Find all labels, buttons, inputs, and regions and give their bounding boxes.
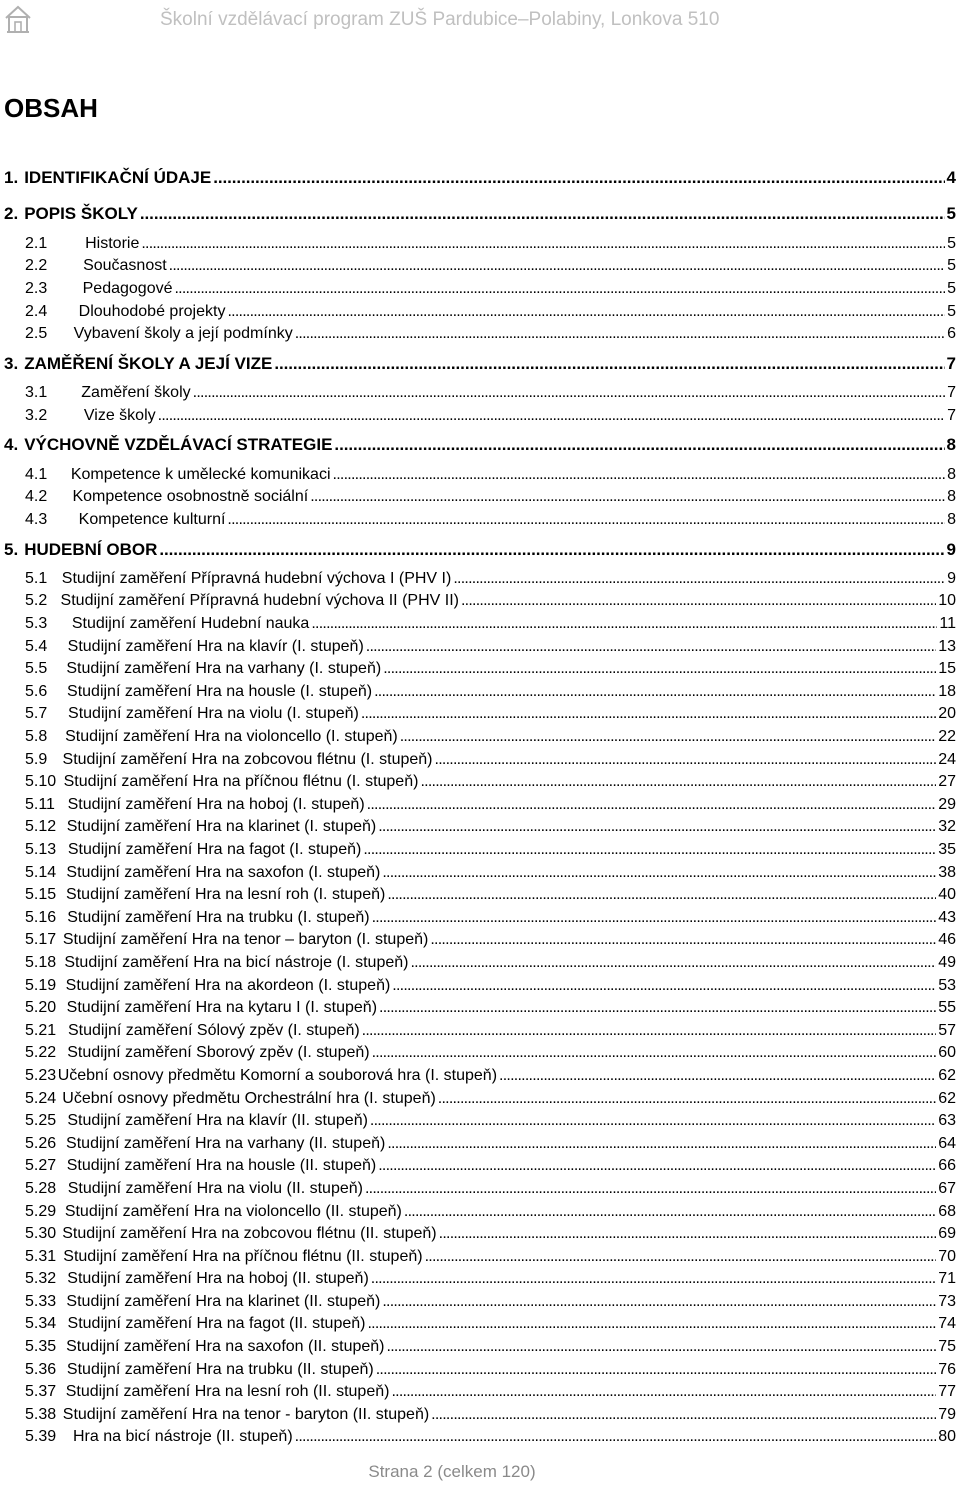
toc-entry-number: 5.26 [25, 1134, 57, 1152]
toc-entry-title: Studijní zaměření Sborový zpěv (I. stupeň) [67, 1044, 370, 1062]
toc-entry[interactable] [4, 1201, 956, 1224]
toc-entry-title: Pedagogové [82, 279, 173, 297]
toc-entry-title: Studijní zaměření Hra na violoncello (II. stupeň) [64, 1202, 402, 1220]
toc-entry-title: Studijní zaměření Hra na trubku (II. stupeň) [66, 1360, 374, 1378]
toc-entry-title: Studijní zaměření Hra na fagot (II. stupeň) [67, 1315, 366, 1333]
table-of-contents [4, 160, 956, 1449]
toc-entry-title: Kompetence k umělecké komunikaci [70, 465, 331, 483]
toc-dot-leader [159, 532, 944, 568]
toc-entry-number: 5.31 [25, 1247, 57, 1265]
toc-entry-page: 29 [938, 795, 956, 813]
toc-dot-leader [372, 907, 937, 930]
toc-entry-page: 74 [938, 1315, 956, 1333]
toc-entry-title: POPIS ŠKOLY [24, 204, 138, 224]
toc-entry[interactable] [4, 590, 956, 613]
toc-entry-number: 5.23 [25, 1066, 57, 1084]
toc-entry[interactable] [4, 1359, 956, 1382]
toc-entry-number: 3.2 [25, 406, 48, 424]
toc-entry[interactable] [4, 301, 956, 324]
toc-dot-leader [461, 590, 936, 613]
toc-entry-number: 5.27 [25, 1157, 57, 1175]
toc-entry-title: Studijní zaměření Hra na tenor – baryton (I. stupeň) [62, 931, 429, 949]
toc-dot-leader [387, 1336, 937, 1359]
toc-entry-title: Dlouhodobé projekty [78, 302, 226, 320]
toc-entry-page: 53 [938, 976, 956, 994]
toc-entry-title: Studijní zaměření Hra na klavír (I. stupeň) [67, 637, 364, 655]
toc-entry-page: 66 [938, 1157, 956, 1175]
toc-entry-number: 2.5 [25, 325, 48, 343]
toc-entry-number: 5.6 [25, 682, 48, 700]
toc-entry[interactable] [4, 346, 956, 382]
toc-entry[interactable] [4, 839, 956, 862]
toc-entry[interactable] [4, 1088, 956, 1111]
toc-entry-page: 63 [938, 1112, 956, 1130]
toc-entry-page: 7 [947, 384, 956, 402]
toc-dot-leader [295, 1426, 937, 1449]
toc-entry-page: 4 [946, 168, 956, 187]
toc-entry[interactable] [4, 1065, 956, 1088]
toc-entry-number: 5.1 [25, 569, 48, 587]
toc-entry-number: 3. [4, 353, 19, 373]
toc-entry-title: Studijní zaměření Hra na violu (I. stupeň) [68, 705, 359, 723]
toc-entry-title: Studijní zaměření Hra na violoncello (I. stupeň) [65, 728, 398, 746]
toc-dot-leader [400, 726, 936, 749]
toc-entry[interactable] [4, 749, 956, 772]
toc-dot-leader [382, 862, 936, 885]
toc-entry-number: 5.36 [25, 1360, 57, 1378]
toc-dot-leader [227, 509, 945, 532]
toc-entry[interactable] [4, 1426, 956, 1449]
toc-entry-title: Zaměření školy [81, 384, 191, 402]
toc-entry-title: Studijní zaměření Hra na příčnou flétnu (I. stupeň) [63, 773, 419, 791]
toc-entry-number: 5.12 [25, 818, 57, 836]
toc-entry-number: 5.9 [25, 750, 48, 768]
toc-entry-title: Historie [85, 234, 140, 252]
toc-entry[interactable] [4, 405, 956, 428]
toc-entry-title: Studijní zaměření Hra na akordeon (I. stupeň) [65, 976, 391, 994]
toc-entry-number: 5.37 [25, 1383, 57, 1401]
toc-entry-number: 5.38 [25, 1405, 57, 1423]
toc-entry[interactable] [4, 658, 956, 681]
toc-entry-number: 5.8 [25, 728, 48, 746]
toc-entry-number: 5.22 [25, 1044, 57, 1062]
toc-entry-title: Studijní zaměření Hra na příčnou flétnu (II. stupeň) [63, 1247, 423, 1265]
toc-entry-number: 4.3 [25, 510, 48, 528]
toc-entry-page: 27 [938, 773, 956, 791]
toc-dot-leader [420, 771, 936, 794]
header-title: Školní vzdělávací program ZUŠ Pardubice–Polabiny, Lonkova 510 [160, 9, 720, 30]
toc-dot-leader [374, 681, 936, 704]
toc-entry-page: 5 [947, 302, 956, 320]
home-icon[interactable] [4, 4, 32, 34]
toc-entry-title: Studijní zaměření Hra na housle (I. stupeň) [67, 682, 373, 700]
toc-entry-title: Studijní zaměření Hra na kytaru I (I. stupeň) [66, 999, 378, 1017]
toc-entry-page: 7 [947, 406, 956, 424]
toc-entry-page: 5 [947, 257, 956, 275]
toc-entry[interactable] [4, 771, 956, 794]
toc-dot-leader [387, 884, 936, 907]
toc-entry-page: 5 [947, 234, 956, 252]
toc-entry-title: Studijní zaměření Přípravná hudební výchova II (PHV II) [60, 592, 459, 610]
toc-entry[interactable] [4, 1178, 956, 1201]
toc-entry-title: Studijní zaměření Hra na trubku (I. stupeň) [67, 908, 370, 926]
toc-entry-page: 79 [938, 1405, 956, 1423]
toc-entry-page: 10 [938, 592, 956, 610]
toc-entry-number: 5.19 [25, 976, 57, 994]
toc-entry-page: 40 [938, 886, 956, 904]
toc-entry-page: 46 [938, 931, 956, 949]
toc-entry-page: 67 [938, 1179, 956, 1197]
toc-entry[interactable] [4, 952, 956, 975]
toc-entry-number: 5.28 [25, 1179, 57, 1197]
toc-entry-page: 35 [938, 841, 956, 859]
toc-entry-page: 43 [938, 908, 956, 926]
toc-dot-leader [435, 749, 937, 772]
toc-entry-number: 5.17 [25, 931, 57, 949]
toc-entry[interactable] [4, 726, 956, 749]
toc-entry[interactable] [4, 907, 956, 930]
toc-entry-page: 15 [938, 660, 956, 678]
toc-dot-leader [371, 1268, 936, 1291]
toc-entry-number: 5.29 [25, 1202, 57, 1220]
toc-entry[interactable] [4, 1110, 956, 1133]
toc-dot-leader [391, 1381, 936, 1404]
toc-entry-number: 5.4 [25, 637, 48, 655]
toc-dot-leader [366, 636, 936, 659]
toc-entry-title: Studijní zaměření Hra na hoboj (I. stupeň) [67, 795, 365, 813]
toc-entry-page: 13 [938, 637, 956, 655]
toc-entry-page: 6 [947, 325, 956, 343]
toc-entry-number: 5.33 [25, 1292, 57, 1310]
toc-entry-number: 5.35 [25, 1338, 57, 1356]
toc-entry[interactable] [4, 1246, 956, 1269]
toc-entry-number: 5. [4, 539, 19, 559]
toc-entry[interactable] [4, 532, 956, 568]
toc-entry-page: 24 [938, 750, 956, 768]
toc-entry-number: 5.10 [25, 773, 57, 791]
toc-entry-title: Studijní zaměření Hra na klarinet (I. stupeň) [66, 818, 377, 836]
toc-entry-title: Současnost [83, 257, 167, 275]
toc-entry[interactable] [4, 1404, 956, 1427]
toc-entry-title: HUDEBNÍ OBOR [24, 539, 158, 559]
toc-entry[interactable] [4, 1020, 956, 1043]
toc-entry-page: 71 [938, 1270, 956, 1288]
toc-entry-title: Studijní zaměření Hra na lesní roh (II. stupeň) [65, 1383, 390, 1401]
toc-entry-title: Hra na bicí nástroje (II. stupeň) [72, 1428, 293, 1446]
toc-dot-leader [404, 1201, 936, 1224]
toc-entry[interactable] [4, 486, 956, 509]
toc-dot-leader [213, 160, 944, 196]
page-header [0, 0, 960, 44]
toc-dot-leader [431, 1404, 936, 1427]
toc-entry-title: Studijní zaměření Hra na zobcovou flétnu (II. stupeň) [62, 1225, 437, 1243]
toc-entry-title: Vize školy [83, 406, 156, 424]
toc-entry-page: 18 [938, 682, 956, 700]
toc-entry[interactable] [4, 1336, 956, 1359]
toc-dot-leader [367, 1313, 936, 1336]
toc-entry[interactable] [4, 997, 956, 1020]
toc-entry-number: 5.39 [25, 1428, 57, 1446]
toc-dot-leader [382, 1291, 936, 1314]
toc-entry-page: 60 [938, 1044, 956, 1062]
toc-entry-number: 2.3 [25, 279, 48, 297]
toc-entry-title: Studijní zaměření Hra na fagot (I. stupeň) [67, 841, 362, 859]
toc-entry[interactable] [4, 568, 956, 591]
toc-entry-number: 3.1 [25, 384, 48, 402]
toc-entry-page: 38 [938, 863, 956, 881]
toc-entry-page: 69 [938, 1225, 956, 1243]
toc-entry[interactable] [4, 160, 956, 196]
toc-entry-title: Studijní zaměření Hra na klavír (II. stupeň) [67, 1112, 368, 1130]
toc-dot-leader [140, 196, 945, 232]
toc-entry[interactable] [4, 862, 956, 885]
toc-dot-leader [365, 1178, 936, 1201]
toc-entry-title: Studijní zaměření Hra na varhany (II. stupeň) [66, 1134, 386, 1152]
toc-dot-leader [383, 658, 936, 681]
toc-entry-page: 9 [946, 539, 956, 559]
toc-dot-leader [410, 952, 936, 975]
toc-entry[interactable] [4, 1223, 956, 1246]
toc-entry-number: 5.20 [25, 999, 57, 1017]
toc-entry-title: Kompetence osobnostně sociální [72, 488, 309, 506]
toc-entry-number: 5.30 [25, 1225, 57, 1243]
toc-entry-page: 49 [938, 953, 956, 971]
toc-entry[interactable] [4, 884, 956, 907]
toc-entry[interactable] [4, 975, 956, 998]
toc-entry[interactable] [4, 464, 956, 487]
toc-entry-title: Studijní zaměření Hra na saxofon (I. stupeň) [66, 863, 381, 881]
toc-entry-title: Studijní zaměření Hra na tenor - baryton (II. stupeň) [62, 1405, 430, 1423]
toc-entry-title: Studijní zaměření Sólový zpěv (I. stupeň) [67, 1021, 360, 1039]
toc-dot-leader [438, 1088, 936, 1111]
toc-entry[interactable] [4, 196, 956, 232]
toc-entry-title: Studijní zaměření Hra na lesní roh (I. stupeň) [66, 886, 386, 904]
toc-entry-title: Studijní zaměření Hra na bicí nástroje (I. stupeň) [64, 953, 409, 971]
toc-dot-leader [425, 1246, 937, 1269]
toc-entry-number: 5.14 [25, 863, 57, 881]
toc-entry-number: 4.1 [25, 465, 48, 483]
toc-entry-page: 64 [938, 1134, 956, 1152]
toc-entry[interactable] [4, 427, 956, 463]
toc-entry-number: 5.25 [25, 1112, 57, 1130]
toc-entry-title: ZAMĚŘENÍ ŠKOLY A JEJÍ VIZE [24, 353, 273, 373]
toc-entry-title: IDENTIFIKAČNÍ ÚDAJE [24, 168, 212, 187]
toc-entry-number: 2. [4, 204, 19, 224]
toc-entry-page: 5 [946, 204, 956, 224]
toc-entry-title: Studijní zaměření Hra na hoboj (II. stupeň) [67, 1270, 369, 1288]
toc-entry-title: Učební osnovy předmětu Orchestrální hra (I. stupeň) [62, 1089, 436, 1107]
toc-dot-leader [193, 382, 945, 405]
toc-entry-page: 77 [938, 1383, 956, 1401]
toc-entry-page: 11 [939, 615, 956, 633]
toc-dot-leader [439, 1223, 937, 1246]
toc-entry-page: 9 [947, 569, 956, 587]
toc-entry-page: 8 [946, 435, 956, 455]
toc-dot-leader [392, 975, 936, 998]
toc-entry-number: 5.16 [25, 908, 57, 926]
toc-dot-leader [141, 233, 945, 256]
toc-dot-leader [367, 794, 937, 817]
toc-dot-leader [311, 613, 937, 636]
toc-entry-number: 2.1 [25, 234, 48, 252]
toc-dot-leader [174, 278, 945, 301]
toc-entry[interactable] [4, 636, 956, 659]
toc-entry-page: 68 [938, 1202, 956, 1220]
toc-entry[interactable] [4, 1155, 956, 1178]
toc-entry[interactable] [4, 509, 956, 532]
toc-entry-title: Studijní zaměření Hudební nauka [71, 615, 310, 633]
toc-entry-title: VÝCHOVNĚ VZDĚLÁVACÍ STRATEGIE [24, 435, 333, 455]
toc-entry-number: 5.24 [25, 1089, 57, 1107]
toc-entry[interactable] [4, 233, 956, 256]
toc-entry[interactable] [4, 1042, 956, 1065]
toc-entry-page: 5 [947, 279, 956, 297]
toc-entry[interactable] [4, 1133, 956, 1156]
toc-entry-page: 55 [938, 999, 956, 1017]
toc-entry-number: 4.2 [25, 488, 48, 506]
toc-entry-title: Studijní zaměření Přípravná hudební výchova I (PHV I) [61, 569, 452, 587]
toc-entry[interactable] [4, 1381, 956, 1404]
toc-dot-leader [378, 1155, 936, 1178]
toc-entry-number: 5.34 [25, 1315, 57, 1333]
toc-entry[interactable] [4, 794, 956, 817]
toc-entry[interactable] [4, 1313, 956, 1336]
toc-entry-page: 7 [946, 353, 956, 373]
toc-dot-leader [361, 703, 936, 726]
toc-entry-number: 5.18 [25, 953, 57, 971]
toc-entry-page: 8 [947, 510, 956, 528]
toc-dot-leader [158, 405, 945, 428]
toc-entry-number: 5.5 [25, 660, 48, 678]
toc-entry[interactable] [4, 323, 956, 346]
toc-entry-page: 8 [947, 488, 956, 506]
toc-dot-leader [363, 839, 936, 862]
toc-entry-page: 62 [938, 1089, 956, 1107]
toc-entry-title: Studijní zaměření Hra na varhany (I. stupeň) [66, 660, 382, 678]
toc-dot-leader [379, 997, 936, 1020]
toc-entry-title: Studijní zaměření Hra na saxofon (II. stupeň) [66, 1338, 385, 1356]
toc-entry-number: 5.2 [25, 592, 48, 610]
toc-entry-number: 5.15 [25, 886, 57, 904]
toc-entry-page: 22 [938, 728, 956, 746]
toc-entry-title: Studijní zaměření Hra na violu (II. stupeň) [67, 1179, 363, 1197]
toc-entry[interactable] [4, 382, 956, 405]
toc-entry[interactable] [4, 816, 956, 839]
toc-entry-page: 75 [938, 1338, 956, 1356]
toc-entry-title: Vybavení školy a její podmínky [73, 325, 293, 343]
toc-dot-leader [378, 816, 936, 839]
toc-entry-number: 5.13 [25, 841, 57, 859]
toc-entry-page: 76 [938, 1360, 956, 1378]
toc-entry[interactable] [4, 278, 956, 301]
toc-entry-number: 5.11 [25, 795, 55, 813]
toc-entry-page: 70 [938, 1247, 956, 1265]
toc-entry-number: 2.2 [25, 257, 48, 275]
toc-entry[interactable] [4, 929, 956, 952]
toc-dot-leader [295, 323, 945, 346]
toc-entry-title: Studijní zaměření Hra na klarinet (II. stupeň) [66, 1292, 381, 1310]
page-footer: Strana 2 (celkem 120) [368, 1462, 536, 1481]
toc-heading: OBSAH [4, 93, 98, 123]
toc-entry-number: 2.4 [25, 302, 48, 320]
toc-dot-leader [376, 1359, 936, 1382]
toc-entry-title: Studijní zaměření Hra na housle (II. stupeň) [66, 1157, 377, 1175]
toc-dot-leader [334, 427, 944, 463]
toc-entry-number: 1. [4, 168, 19, 187]
toc-dot-leader [372, 1042, 937, 1065]
toc-dot-leader [453, 568, 945, 591]
toc-dot-leader [274, 346, 944, 382]
toc-entry-number: 5.21 [25, 1021, 57, 1039]
toc-entry[interactable] [4, 613, 956, 636]
toc-entry-number: 5.3 [25, 615, 48, 633]
toc-entry-page: 20 [938, 705, 956, 723]
toc-entry[interactable] [4, 681, 956, 704]
toc-entry[interactable] [4, 255, 956, 278]
toc-dot-leader [387, 1133, 936, 1156]
toc-dot-leader [169, 255, 945, 278]
toc-entry-page: 62 [938, 1066, 956, 1084]
toc-entry-number: 5.7 [25, 705, 48, 723]
toc-dot-leader [227, 301, 945, 324]
toc-entry[interactable] [4, 1268, 956, 1291]
toc-dot-leader [333, 464, 946, 487]
toc-entry-title: Kompetence kulturní [78, 510, 226, 528]
toc-dot-leader [499, 1065, 936, 1088]
toc-entry-number: 5.32 [25, 1270, 57, 1288]
toc-dot-leader [370, 1110, 936, 1133]
toc-entry[interactable] [4, 703, 956, 726]
toc-entry-number: 4. [4, 435, 19, 455]
toc-dot-leader [362, 1020, 937, 1043]
toc-entry-title: Učební osnovy předmětu Komorní a souborová hra (I. stupeň) [57, 1066, 498, 1084]
toc-dot-leader [310, 486, 945, 509]
toc-entry-page: 80 [938, 1428, 956, 1446]
toc-entry-page: 32 [938, 818, 956, 836]
toc-entry[interactable] [4, 1291, 956, 1314]
toc-entry-page: 8 [947, 465, 956, 483]
toc-entry-title: Studijní zaměření Hra na zobcovou flétnu (I. stupeň) [62, 750, 433, 768]
toc-entry-page: 73 [938, 1292, 956, 1310]
toc-dot-leader [430, 929, 936, 952]
toc-entry-page: 57 [938, 1021, 956, 1039]
